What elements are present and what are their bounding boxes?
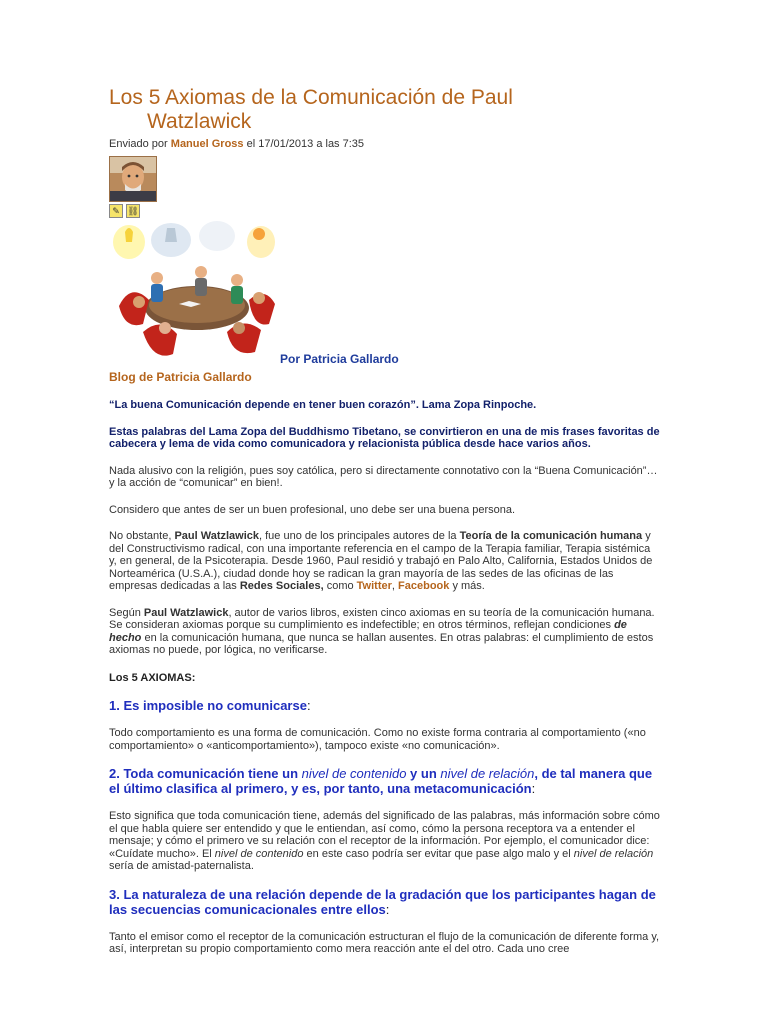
ax2-text-b: en este caso podría ser evitar que pase algo malo y el — [303, 847, 574, 860]
post-meta — [109, 137, 661, 151]
p4-name: Paul Watzlawick — [143, 606, 229, 619]
intro-paragraph: Estas palabras del Lama Zopa del Buddhismo Tibetano, se convirtieron en una de mis frases favoritas de cabecera y lema de vida como comunicadora y relacionista pública desde hace varios años. — [109, 425, 660, 450]
axiom-2-colon: : — [531, 781, 536, 796]
hero-row — [109, 220, 661, 370]
axiom-1-colon: : — [306, 698, 311, 713]
opening-quote: “La buena Comunicación depende en tener buen corazón”. Lama Zopa Rinpoche. — [109, 399, 537, 411]
edit-icon[interactable]: ✎ — [109, 204, 123, 218]
post-date: el 17/01/2013 a las 7:35 — [246, 138, 365, 150]
sent-by-label: Enviado por — [109, 138, 168, 150]
p3-text-d: como — [323, 580, 357, 592]
axiom-2-i2: nivel de relación — [440, 766, 535, 781]
meeting-illustration — [109, 220, 279, 370]
axiom-2-a: 2. Toda comunicación tiene un — [109, 766, 302, 781]
p3-theory: Teoría de la comunicación humana — [459, 530, 643, 542]
blog-source: Blog de Patricia Gallardo — [109, 370, 252, 384]
p3-text-c: y del Constructivismo radical, con una importante referencia en el campo de la Terapia familiar, Terapia sistémica y, en general, de la Psicoterapia. Desde 1960, Paul residió y trabajó en Palo Alto, California, Estados Unidos de Norteamérica (U.S.A.), ciudad donde hoy se radican la gran mayoría de las sedes de las oficinas de las empresas dedicadas a las — [109, 530, 653, 592]
author-link[interactable]: Manuel Gross — [170, 138, 244, 150]
ax2-text-c: sería de amistad-paternalista. — [109, 860, 254, 872]
post-actions — [109, 204, 661, 218]
p3-redes: Redes Sociales, — [239, 580, 324, 592]
axiom-2-c: , de tal manera que el último clasifica al primero, y es, por tanto, una metacomunicación — [109, 766, 653, 796]
axiom-2-heading — [109, 766, 661, 796]
p4-dehecho: de hecho — [109, 619, 627, 644]
p3-text-f: y más. — [449, 580, 485, 592]
paragraph-3 — [109, 530, 661, 593]
ax2-text-a: Esto significa que toda comunicación tiene, además del significado de las palabras, más información sobre cómo el que habla quiere ser entendido y que le entiendan, así como, cómo la persona receptora va a entender el mensaje; y cómo el primero ve su relación con el receptor de la información. Por ejemplo, el comunicador dice: «Cuídate mucho». El — [109, 810, 660, 860]
paragraph-2: Considero que antes de ser un buen profesional, uno debe ser una buena persona. — [109, 503, 516, 516]
p3-text-e: , — [391, 580, 399, 592]
axiomas-heading: Los 5 AXIOMAS: — [109, 671, 196, 684]
axiom-3-colon: : — [385, 901, 390, 917]
paragraph-4 — [109, 607, 661, 657]
paragraph-1: Nada alusivo con la religión, pues soy católica, pero si directamente connotativo con la “Buena Comunicación”… y la acción de “comunicar” en bien!. — [109, 464, 658, 489]
p3-text-a: No obstante, — [109, 530, 175, 542]
p4-text-b: , autor de varios libros, existen cinco axiomas en su teoría de la comunicación humana. Se consideran axiomas porque su cumplimiento es indefectible; en otros términos, reflejan condiciones — [109, 606, 655, 631]
axiom-1-title: 1. Es imposible no comunicarse — [109, 698, 307, 713]
title-line-2: Watzlawick — [147, 110, 252, 133]
title-line-1: Los 5 Axiomas de la Comunicación de Paul — [109, 86, 513, 109]
article-title — [109, 86, 661, 134]
axiom-3-title: 3. La naturaleza de una relación depende de la gradación que los participantes hagan de las secuencias comunicacionales entre ellos — [109, 886, 656, 917]
axiom-1-text: Todo comportamiento es una forma de comunicación. Como no existe forma contraria al comportamiento («no comportamiento» o «anticomportamiento»), tampoco existe «no comunicación». — [109, 727, 646, 752]
ax2-text-i1: nivel de contenido — [214, 847, 304, 860]
p3-text-b: , fue uno de los principales autores de la — [259, 530, 460, 542]
author-avatar[interactable] — [109, 156, 157, 202]
article — [109, 86, 661, 956]
p4-text-a: Según — [109, 606, 144, 619]
axiom-2-text — [109, 810, 661, 873]
axiom-3-heading — [109, 887, 661, 917]
byline: Por Patricia Gallardo — [280, 352, 399, 366]
ax2-text-i2: nivel de relación — [573, 847, 654, 860]
axiom-1-heading — [109, 698, 661, 713]
p4-text-c: en la comunicación humana, que nunca se hallan ausentes. En otras palabras: el cumplimiento de estos axiomas no puede, por lógica, no verificarse. — [109, 631, 654, 656]
link-icon[interactable]: ⛓ — [127, 206, 139, 216]
twitter-link[interactable]: Twitter — [356, 580, 392, 592]
p3-name: Paul Watzlawick — [174, 530, 259, 542]
facebook-link[interactable]: Facebook — [398, 580, 450, 592]
axiom-3-text: Tanto el emisor como el receptor de la comunicación estructuran el flujo de la comunicación de diferente forma y, así, interpretan su propio comportamiento como mera reacción ante el del otro. Cada uno cree — [109, 930, 660, 955]
axiom-2-i1: nivel de contenido — [301, 766, 407, 781]
axiom-2-b: y un — [406, 766, 441, 781]
